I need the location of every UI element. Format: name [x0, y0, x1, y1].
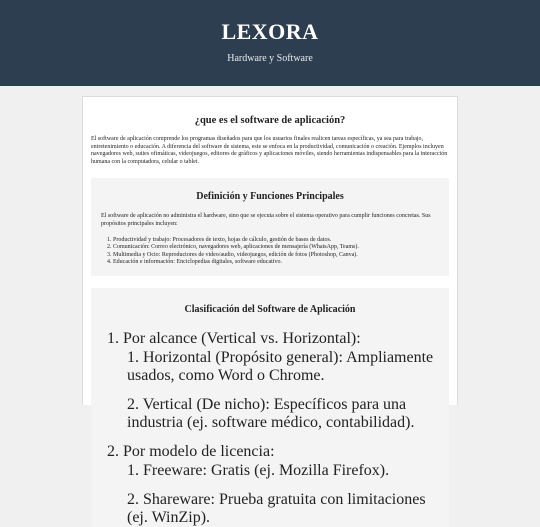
list-item: 4. Educación e información: Enciclopedias digitales, software educativo.: [107, 259, 282, 266]
definition-paragraph: El software de aplicación no administra el hardware, sino que se ejecuta sobre el sistema operativo para cumplir funciones concretas. Sus propósitos principales incluyen:: [101, 213, 431, 227]
sub-list: [107, 462, 439, 527]
functions-list: [101, 237, 439, 267]
list-item: 1. Freeware: Gratis (ej. Mozilla Firefox).: [127, 462, 390, 480]
group-label: 2. Por modelo de licencia:: [107, 443, 275, 461]
content-card: [82, 96, 458, 527]
classification-heading: Clasificación del Software de Aplicación: [184, 304, 356, 316]
list-item: 1. Productividad y trabajo: Procesadores de texto, hojas de cálculo, gestión de bases de datos.: [107, 236, 332, 243]
list-item: 2. Comunicación: Correo electrónico, navegadores web, aplicaciones de mensajería (WhatsApp, Teams).: [107, 244, 359, 251]
classification-section: [91, 288, 449, 527]
classification-group: [101, 443, 439, 527]
brand-logo-text: LEXORA: [221, 19, 319, 44]
list-item: 3. Multimedia y Ocio: Reproductores de video/audio, videojuegos, edición de fotos (Photoshop, Canva).: [107, 251, 358, 258]
list-item: 2. Shareware: Prueba gratuita con limitaciones (ej. WinZip).: [127, 491, 426, 527]
list-item: 1. Horizontal (Propósito general): Ampliamente usados, como Word o Chrome.: [127, 349, 434, 385]
intro-paragraph: El software de aplicación comprende los programas diseñados para que los usuarios finales realicen tareas específicas, ya sea para trabajo, entretenimiento o educación. A diferencia del software de sistema, este se enfoca en la productividad, comunicación o creación. Ejemplos incluyen navegadores web, suites ofimáticas, videojuegos, editores de gráficos y aplicaciones móviles, siendo herramientas indispensables para la interacción humana con la computadora, celular o tablet.: [91, 136, 448, 165]
site-header: [0, 0, 540, 86]
list-item: 2. Vertical (De nicho): Específicos para una industria (ej. software médico, contabilidad).: [127, 396, 415, 432]
header-tagline: Hardware y Software: [227, 53, 313, 64]
group-label: 1. Por alcance (Vertical vs. Horizontal):: [107, 330, 361, 348]
classification-group: [101, 330, 439, 432]
definition-heading: Definición y Funciones Principales: [196, 191, 344, 203]
page-title: ¿que es el software de aplicación?: [194, 115, 346, 126]
definition-section: [91, 178, 449, 276]
sub-list: [107, 349, 439, 432]
